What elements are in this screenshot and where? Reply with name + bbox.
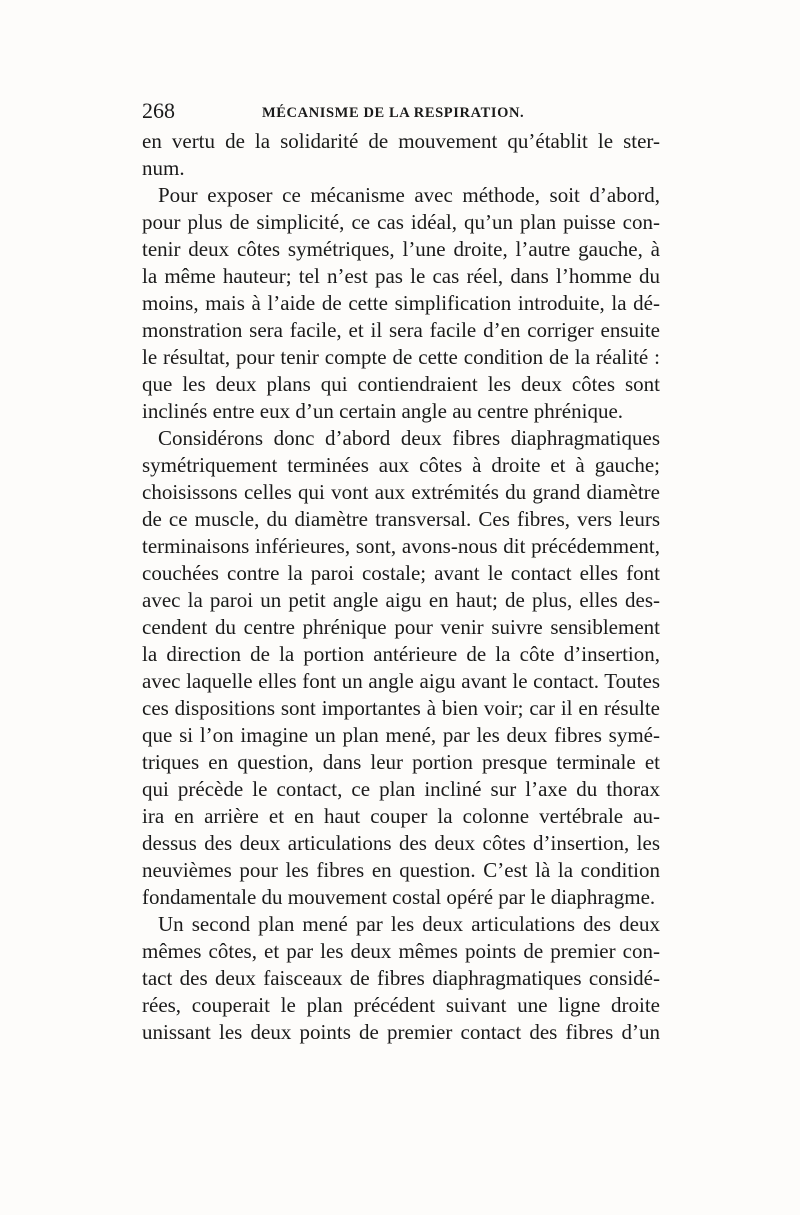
text-line: Considérons donc d’abord deux fibres diaphragmatiques bbox=[158, 426, 660, 450]
text-line: tenir deux côtes symétriques, l’une droite, l’autre gauche, à bbox=[142, 237, 660, 261]
text-line: terminaisons inférieures, sont, avons-nous dit précédemment, bbox=[142, 534, 660, 558]
text-line: fondamentale du mouvement costal opéré par le diaphragme. bbox=[142, 885, 656, 909]
text-line: dessus des deux articulations des deux côtes d’insertion, les bbox=[142, 831, 660, 855]
text-line: cendent du centre phrénique pour venir suivre sensiblement bbox=[142, 615, 660, 639]
page-header bbox=[142, 98, 660, 128]
text-line: rées, couperait le plan précédent suivant une ligne droite bbox=[142, 993, 660, 1017]
text-line: ira en arrière et en haut couper la colonne vertébrale au- bbox=[142, 804, 660, 828]
text-line: ces dispositions sont importantes à bien voir; car il en résulte bbox=[142, 696, 660, 720]
text-line: Un second plan mené par les deux articulations des deux bbox=[158, 912, 660, 936]
text-line: couchées contre la paroi costale; avant le contact elles font bbox=[142, 561, 660, 585]
text-line: unissant les deux points de premier contact des fibres d’un bbox=[142, 1020, 660, 1044]
text-line: inclinés entre eux d’un certain angle au centre phrénique. bbox=[142, 399, 624, 423]
text-line: de ce muscle, du diamètre transversal. Ces fibres, vers leurs bbox=[142, 507, 660, 531]
text-line: tact des deux faisceaux de fibres diaphragmatiques considé- bbox=[142, 966, 660, 990]
text-line: mêmes côtes, et par les deux mêmes points de premier con- bbox=[142, 939, 660, 963]
text-line: choisissons celles qui vont aux extrémités du grand diamètre bbox=[142, 480, 660, 504]
text-line: en vertu de la solidarité de mouvement qu’établit le ster- bbox=[142, 129, 660, 153]
text-line: qui précède le contact, ce plan incliné sur l’axe du thorax bbox=[142, 777, 660, 801]
text-line: monstration sera facile, et il sera facile d’en corriger ensuite bbox=[142, 318, 660, 342]
text-line: symétriquement terminées aux côtes à droite et à gauche; bbox=[142, 453, 660, 477]
text-line: que les deux plans qui contiendraient les deux côtes sont bbox=[142, 372, 660, 396]
running-head: MÉCANISME DE LA RESPIRATION. bbox=[262, 105, 525, 121]
text-line: triques en question, dans leur portion presque terminale et bbox=[142, 750, 660, 774]
body-text bbox=[142, 128, 660, 1046]
text-line: avec laquelle elles font un angle aigu avant le contact. Toutes bbox=[142, 669, 660, 693]
text-line: moins, mais à l’aide de cette simplification introduite, la dé- bbox=[142, 291, 660, 315]
text-line: Pour exposer ce mécanisme avec méthode, soit d’abord, bbox=[158, 183, 660, 207]
text-line: que si l’on imagine un plan mené, par les deux fibres symé- bbox=[142, 723, 660, 747]
text-line: la même hauteur; tel n’est pas le cas réel, dans l’homme du bbox=[142, 264, 660, 288]
text-line: le résultat, pour tenir compte de cette condition de la réalité : bbox=[142, 345, 660, 369]
text-line: neuvièmes pour les fibres en question. C’est là la condition bbox=[142, 858, 660, 882]
text-line: num. bbox=[142, 156, 185, 180]
text-line: pour plus de simplicité, ce cas idéal, qu’un plan puisse con- bbox=[142, 210, 660, 234]
text-line: avec la paroi un petit angle aigu en haut; de plus, elles des- bbox=[142, 588, 660, 612]
text-line: la direction de la portion antérieure de la côte d’insertion, bbox=[142, 642, 660, 666]
page-number: 268 bbox=[142, 98, 175, 123]
